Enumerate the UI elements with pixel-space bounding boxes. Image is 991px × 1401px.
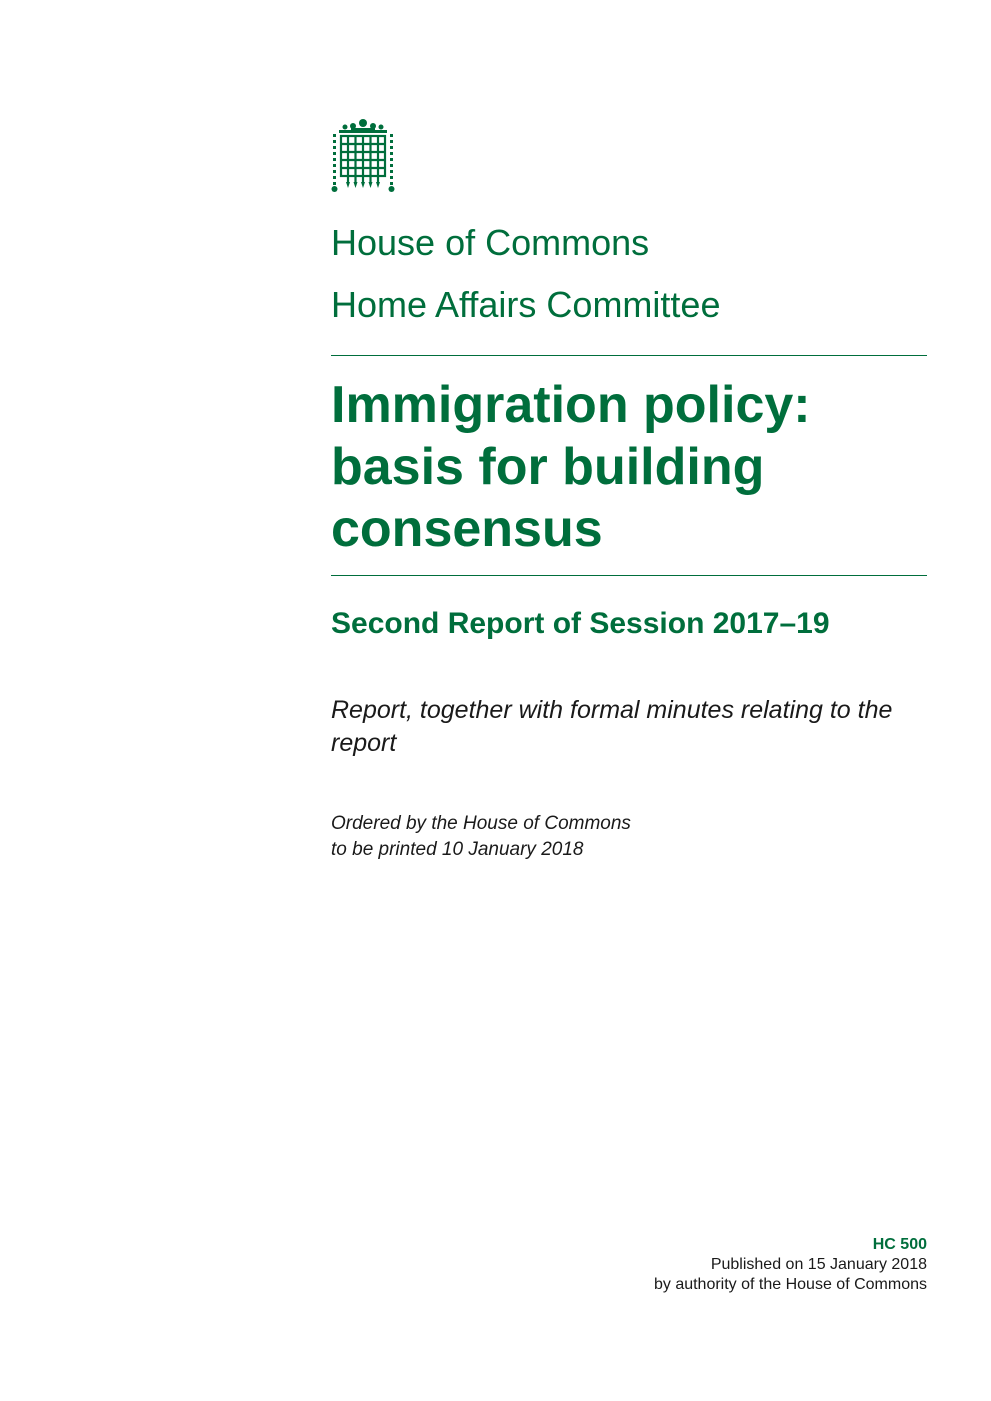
divider-top bbox=[331, 355, 927, 356]
hc-number: HC 500 bbox=[872, 1236, 927, 1253]
divider-bottom bbox=[331, 575, 927, 576]
institution-name: House of Commons bbox=[331, 222, 650, 263]
committee-name: Home Affairs Committee bbox=[331, 284, 721, 325]
print-order-line-1: Ordered by the House of Commons bbox=[331, 813, 631, 834]
publication-info bbox=[654, 1235, 927, 1295]
report-description: Report, together with formal minutes relating to the report bbox=[331, 696, 893, 757]
publication-authority: by authority of the House of Commons bbox=[653, 1276, 927, 1293]
print-order bbox=[331, 811, 927, 863]
print-order-line-2: to be printed 10 January 2018 bbox=[331, 839, 584, 860]
portcullis-icon bbox=[331, 118, 395, 196]
session-label: Second Report of Session 2017–19 bbox=[331, 607, 830, 640]
report-title: Immigration policy: basis for building consensus bbox=[331, 376, 811, 558]
published-date: Published on 15 January 2018 bbox=[710, 1256, 927, 1273]
